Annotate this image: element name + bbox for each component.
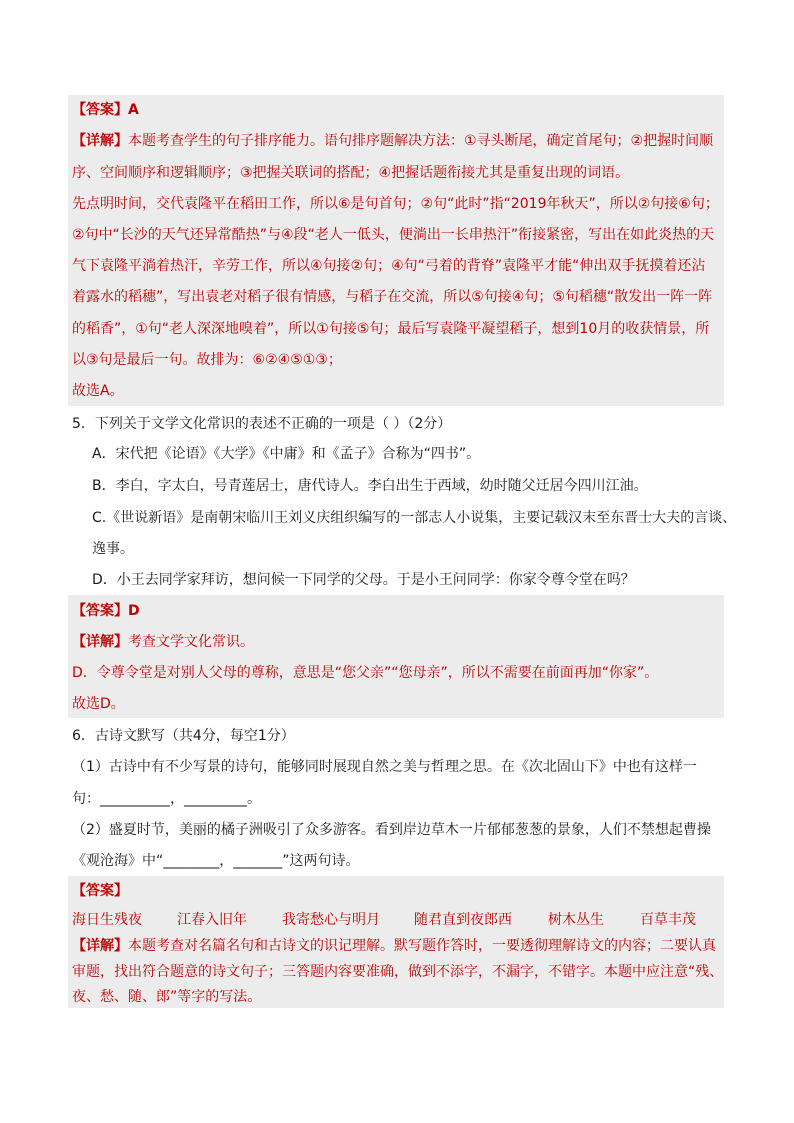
q6-detail-line-3: 夜、愁、随、郎”等字的写法。 <box>72 989 262 1005</box>
q4-detail-line-8: 以③句是最后一句。故排为：⑥②④⑤①③； <box>72 352 342 368</box>
q4-detail-line-1 <box>72 131 713 151</box>
answer-tag: 【答案】 <box>72 102 128 118</box>
detail-tag: 【详解】 <box>72 938 128 954</box>
q4-detail-line-2: 序、空间顺序和逻辑顺序；③把握关联词的搭配；④把握话题衔接尤其是重复出现的词语。 <box>72 165 630 181</box>
q6-answers-row <box>72 910 722 932</box>
q6-sub2-line-2: 《观沧海》中“________，_______”这两句诗。 <box>72 853 360 869</box>
q5-option-b: B．李白，字太白，号青莲居士，唐代诗人。李白出生于西域，幼时随父迁居今四川江油。 <box>92 478 648 494</box>
q5-option-a: A．宋代把《论语》《大学》《中庸》和《孟子》合称为“四书”。 <box>92 446 481 462</box>
detail-tag: 【详解】 <box>72 634 128 650</box>
q6-answer-3: 我寄愁心与明月 <box>282 912 380 928</box>
q4-detail-line-6: 着露水的稻穗”，写出袁老对稻子很有情感，与稻子在交流，所以⑤句接④句；⑤句稻穗“散发出一阵一阵 <box>72 289 713 305</box>
q4-answer-line <box>72 100 139 120</box>
q6-answer-5: 树木丛生 <box>548 912 604 928</box>
answer-tag: 【答案】 <box>72 883 128 899</box>
q4-conclusion: 故选A。 <box>72 383 124 399</box>
q6-answer-1: 海日生残夜 <box>72 912 142 928</box>
q5-conclusion: 故选D。 <box>72 696 125 712</box>
q5-option-c-cont: 逸事。 <box>92 541 134 557</box>
q6-detail-line-1 <box>72 936 716 956</box>
q5-answer-line <box>72 601 140 621</box>
detail-text: 本题考查学生的句子排序能力。语句排序题解决方法：①寻头断尾，确定首尾句；②把握时间顺 <box>128 133 714 149</box>
q6-detail-line-2: 审题，找出符合题意的诗文句子；三答题内容要准确，做到不添字，不漏字，不错字。本题中应注意“残、 <box>72 964 724 980</box>
q5-option-d: D．小王去同学家拜访，想问候一下同学的父母。于是小王问同学：你家令尊令堂在吗？ <box>92 572 635 588</box>
q6-title: 6．古诗文默写（共4分，每空1分） <box>72 728 295 744</box>
q6-answer-tag-line <box>72 881 128 901</box>
q5-detail-line <box>72 632 254 652</box>
q5-answer-block <box>68 595 724 718</box>
q6-answer-2: 江春入旧年 <box>177 912 247 928</box>
detail-text: 本题考查对名篇名句和古诗文的识记理解。默写题作答时，一要透彻理解诗文的内容；二要认真 <box>128 938 716 954</box>
q6-sub1-line-2: 句：__________，_________。 <box>72 791 261 807</box>
detail-text: 考查文学文化常识。 <box>128 634 254 650</box>
q4-detail-line-4: ②句中“长沙的天气还异常酷热”与④段“老人一低头，便淌出一长串热汗”衔接紧密，写出在如此炎热的天 <box>72 227 715 243</box>
detail-tag: 【详解】 <box>72 133 128 149</box>
answer-value: D <box>128 603 140 619</box>
q6-sub2-line-1: （2）盛夏时节，美丽的橘子洲吸引了众多游客。看到岸边草木一片郁郁葱葱的景象，人们不禁想起曹操 <box>72 822 711 838</box>
q5-question: 5．下列关于文学文化常识的表述不正确的一项是（ ）（2分） <box>72 416 452 432</box>
answer-value: A <box>128 102 139 118</box>
q4-detail-line-5: 气下袁隆平淌着热汗，辛劳工作，所以④句接②句；④句“弓着的背脊”袁隆平才能“伸出双手抚摸着还沾 <box>72 258 706 274</box>
q4-detail-line-7: 的稻香”，①句“老人深深地嗅着”，所以①句接⑤句；最后写袁隆平凝望稻子，想到10月的收获情景，所 <box>72 321 710 337</box>
q5-explain: D．令尊令堂是对别人父母的尊称，意思是“您父亲”“您母亲”，所以不需要在前面再加“你家”。 <box>72 665 659 681</box>
q6-sub1-line-1: （1）古诗中有不少写景的诗句，能够同时展现自然之美与哲理之思。在《次北固山下》中也有这样一 <box>72 759 697 775</box>
answer-tag: 【答案】 <box>72 603 128 619</box>
q4-detail-line-3: 先点明时间，交代袁隆平在稻田工作，所以⑥是句首句；②句“此时”指“2019年秋天”，所以②句接⑥句； <box>72 196 719 212</box>
q6-answer-4: 随君直到夜郎西 <box>414 912 512 928</box>
q6-answer-6: 百草丰茂 <box>640 912 696 928</box>
q5-option-c: C.《世说新语》是南朝宋临川王刘义庆组织编写的一部志人小说集，主要记载汉末至东晋士大夫的言谈、 <box>92 510 737 526</box>
